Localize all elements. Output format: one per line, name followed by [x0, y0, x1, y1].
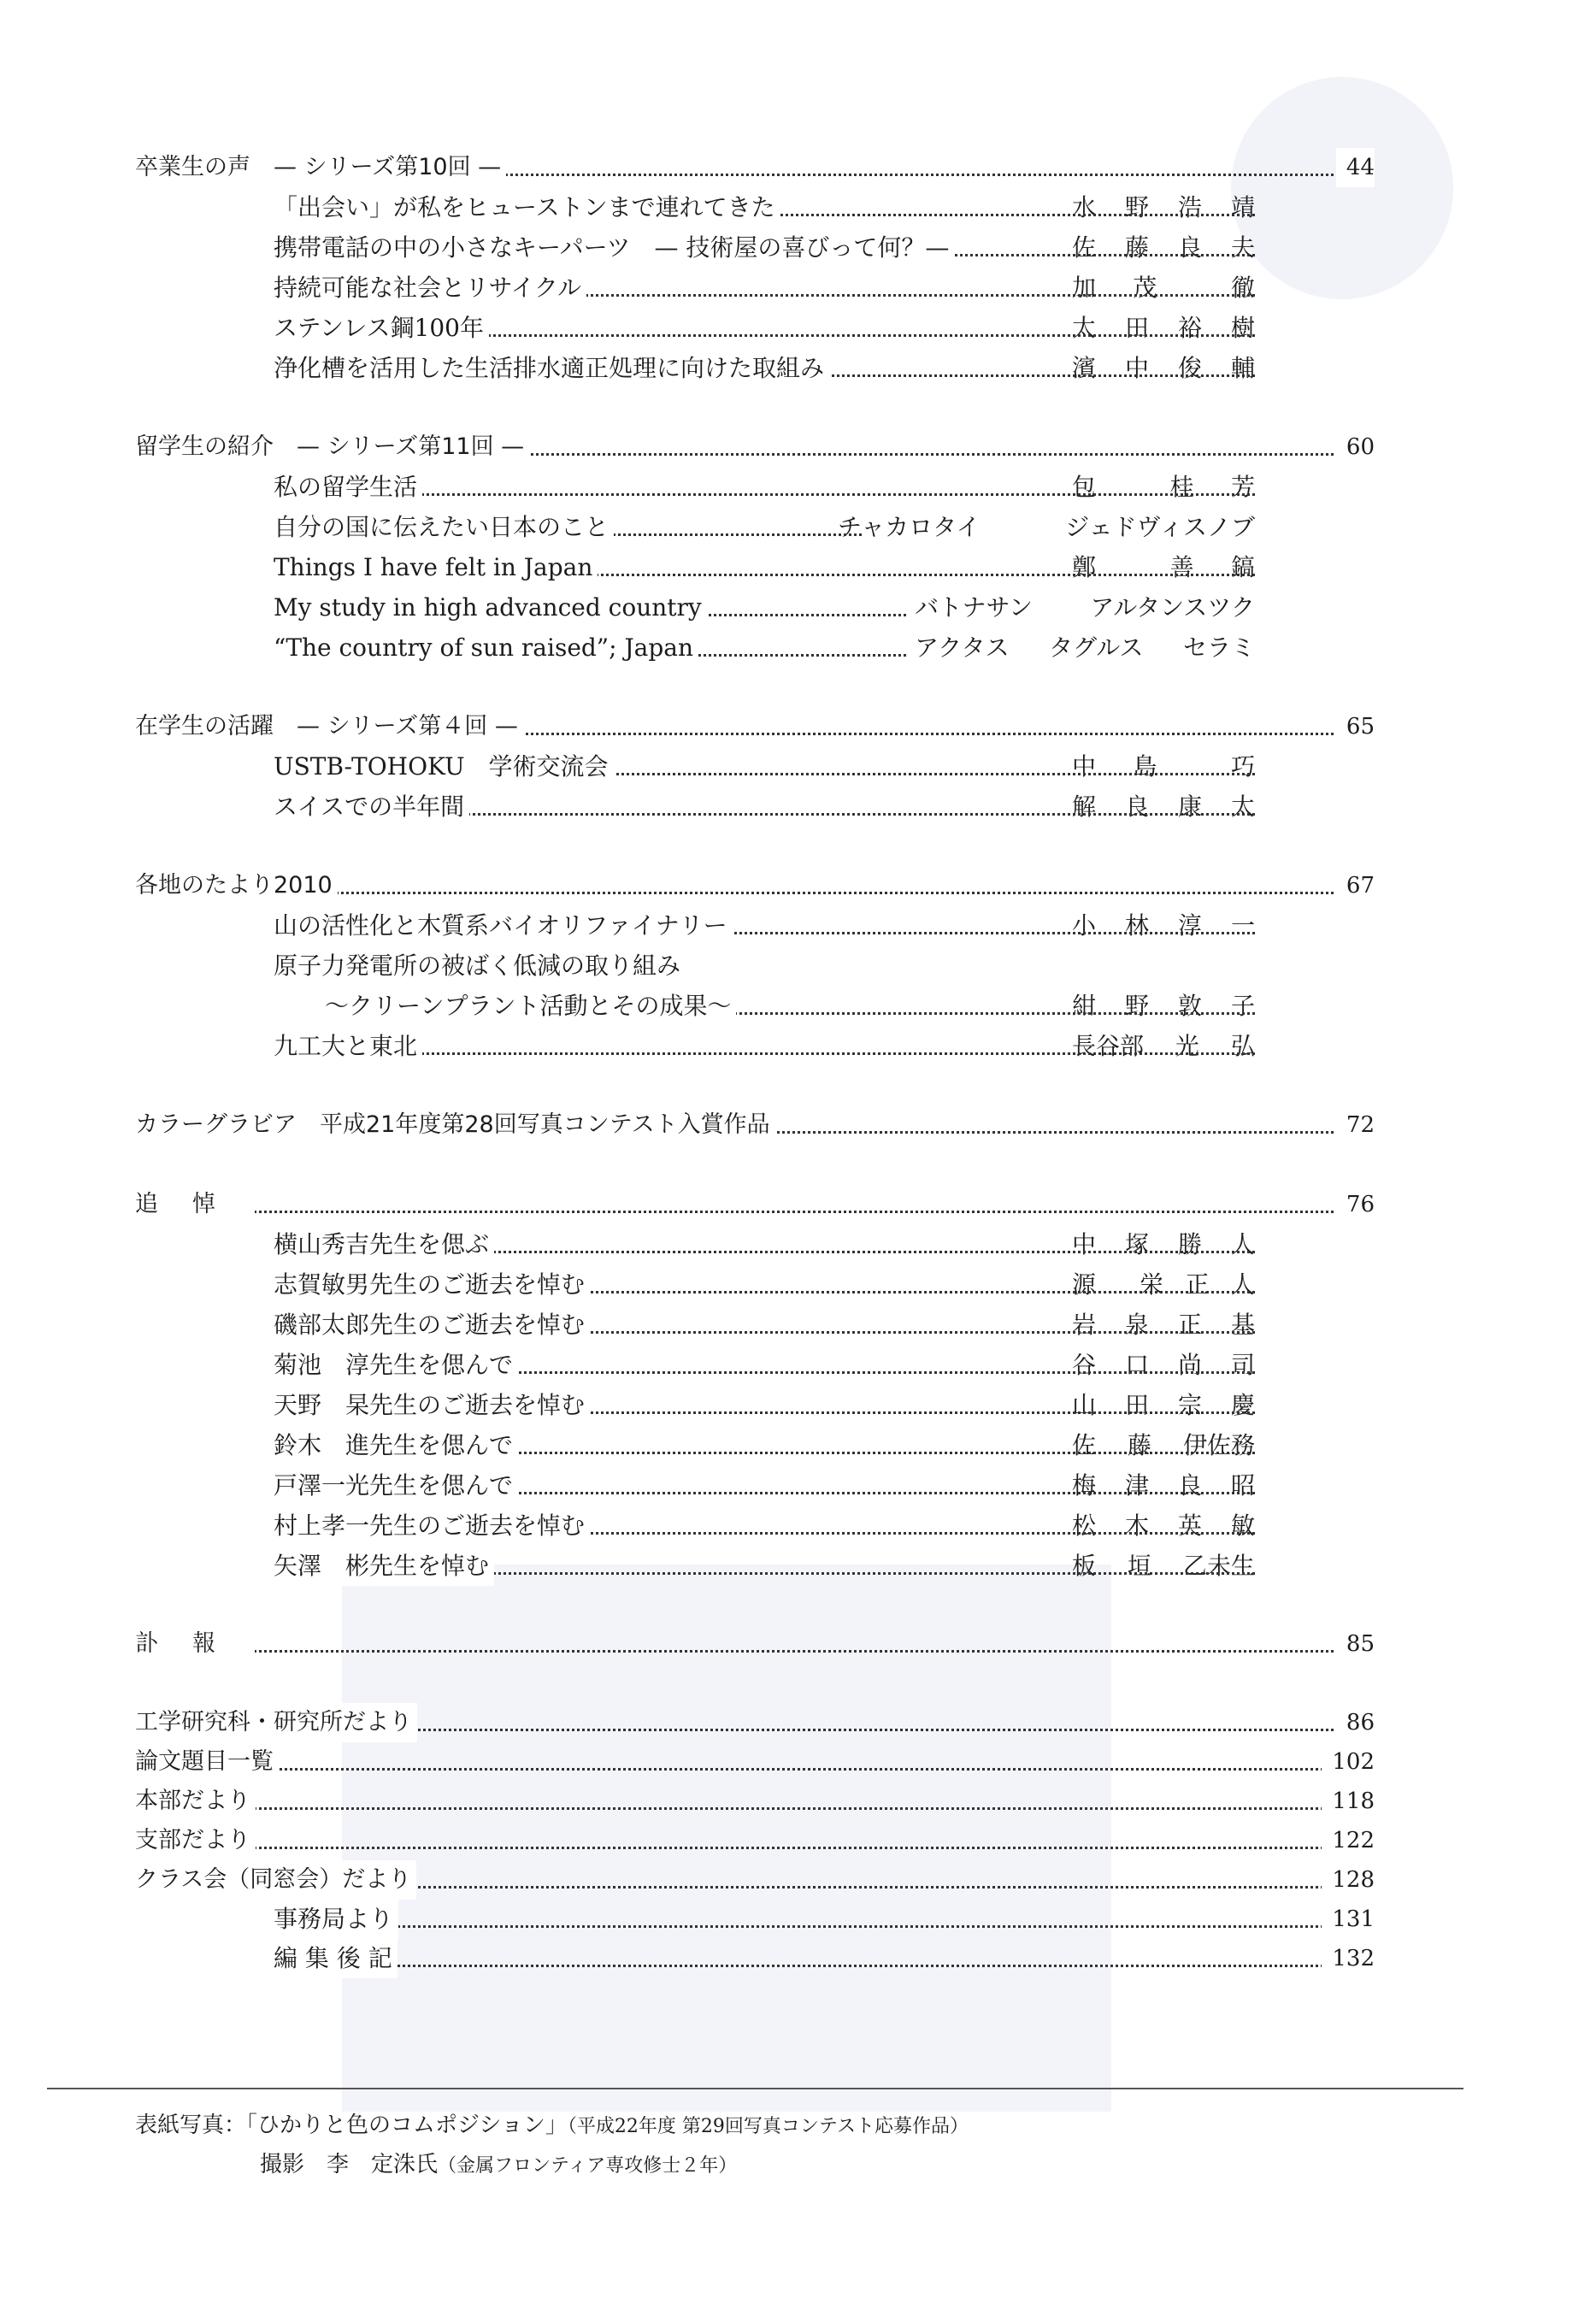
entry-author: 解 良 康 太: [1072, 793, 1255, 821]
entry-author: バトナサン アルタンスツク: [915, 593, 1255, 622]
toc-section-9[interactable]: [135, 1742, 1375, 1782]
entry-title: 磯部太郎先生のご逝去を悼む: [274, 1305, 590, 1345]
page-number: 60: [1336, 427, 1375, 467]
entry-title: 鈴木 進先生を偲んで: [274, 1426, 518, 1465]
cover-credit-name: 撮影 李 定洙氏: [260, 2152, 439, 2177]
toc-section-3[interactable]: [135, 707, 1375, 746]
toc-section-11[interactable]: [135, 1821, 1375, 1860]
entry-author: 山 田 宗 慶: [1072, 1391, 1255, 1419]
toc-entry[interactable]: [274, 588, 906, 628]
toc-section-2[interactable]: [135, 427, 1375, 467]
entry-title: 村上孝一先生のご逝去を悼む: [274, 1506, 590, 1546]
entry-title: 志賀敏男先生のご逝去を悼む: [274, 1265, 590, 1305]
toc-section-13[interactable]: [274, 1900, 1375, 1939]
toc-section-10[interactable]: [135, 1782, 1375, 1821]
entry-title: ステンレス鋼100年: [274, 309, 489, 348]
entry-author: 中 塚 勝 人: [1072, 1230, 1255, 1258]
entry-title: My study in high advanced country: [274, 588, 707, 628]
toc-section-14[interactable]: [274, 1939, 1375, 1978]
page-number: 132: [1322, 1939, 1375, 1978]
entry-author: 太 田 裕 樹: [1072, 314, 1255, 342]
page-number: 67: [1336, 866, 1375, 905]
page-number: 44: [1336, 148, 1375, 187]
section-title: 編 集 後 記: [274, 1939, 398, 1978]
entry-title: 九工大と東北: [274, 1027, 422, 1066]
section-title: 追悼: [135, 1185, 255, 1224]
page-number: 76: [1336, 1185, 1375, 1224]
toc-entry[interactable]: [274, 628, 906, 668]
leader-dots: [135, 1211, 1375, 1213]
page-number: 118: [1322, 1782, 1375, 1821]
entry-title: 原子力発電所の被ばく低減の取り組み: [274, 946, 686, 986]
entry-author: 松 木 英 敏: [1072, 1511, 1255, 1540]
section-title: 留学生の紹介 — シリーズ第11回 —: [135, 427, 529, 467]
section-title: 支部だより: [135, 1821, 256, 1860]
entry-author: 鄭 善 鎬: [1072, 553, 1255, 581]
entry-author: 谷 口 尚 司: [1072, 1351, 1255, 1379]
entry-author: チャカロタイ ジェドヴィスノブ: [838, 513, 1255, 541]
section-title: カラーグラビア 平成21年度第28回写真コンテスト入賞作品: [135, 1105, 775, 1145]
entry-author: 長谷部 光 弘: [1072, 1032, 1255, 1060]
entry-title: ～クリーンプラント活動とその成果～: [325, 987, 736, 1026]
entry-title: 「出会い」が私をヒューストンまで連れてきた: [274, 188, 780, 227]
page-number: 131: [1322, 1900, 1375, 1939]
entry-title: 持続可能な社会とリサイクル: [274, 268, 586, 308]
entry-author: 岩 泉 正 基: [1072, 1311, 1255, 1339]
page-number: 85: [1336, 1624, 1375, 1664]
entry-title: 天野 杲先生のご逝去を悼む: [274, 1386, 590, 1425]
entry-author: 梅 津 良 昭: [1072, 1471, 1255, 1500]
section-title: クラス会（同窓会）だより: [135, 1860, 416, 1900]
page-number: 128: [1322, 1860, 1375, 1900]
entry-title: “The country of sun raised”; Japan: [274, 628, 698, 668]
entry-author: 中 島 巧: [1072, 752, 1255, 781]
entry-author: 板 垣 乙未生: [1072, 1552, 1255, 1580]
entry-author: 佐 藤 伊佐務: [1072, 1431, 1255, 1459]
leader-dots: [135, 1650, 1375, 1653]
section-title: 在学生の活躍 — シリーズ第４回 —: [135, 707, 523, 746]
entry-title: USTB-TOHOKU 学術交流会: [274, 747, 614, 787]
cover-caption-note: （平成22年度 第29回写真コンテスト応募作品）: [567, 2116, 969, 2137]
leader-dots: [274, 1965, 1375, 1967]
leader-dots: [135, 1768, 1375, 1771]
cover-photo-credit: [260, 2147, 737, 2178]
entry-author: 小 林 淳 一: [1072, 911, 1255, 940]
page-number: 86: [1336, 1703, 1375, 1742]
entry-title: 山の活性化と木質系バイオリファイナリー: [274, 906, 733, 946]
entry-title: 横山秀吉先生を偲ぶ: [274, 1225, 494, 1264]
section-title: 事務局より: [274, 1900, 398, 1939]
footer-rule: [47, 2088, 1463, 2089]
section-title: 各地のたより2010: [135, 866, 338, 905]
section-title: 論文題目一覧: [135, 1742, 279, 1782]
entry-title: 浄化槽を活用した生活排水適正処理に向けた取組み: [274, 349, 829, 388]
entry-author: 紺 野 敦 子: [1072, 992, 1255, 1020]
entry-title: Things I have felt in Japan: [274, 548, 598, 587]
toc-section-8[interactable]: [135, 1703, 1375, 1742]
entry-title: 私の留学生活: [274, 468, 422, 507]
entry-author: 佐 藤 良 夫: [1072, 233, 1255, 262]
entry-author: アクタス タグルス セラミ: [915, 633, 1255, 662]
entry-title: 菊池 淳先生を偲んで: [274, 1346, 518, 1385]
entry-title: 自分の国に伝えたい日本のこと: [274, 508, 614, 547]
section-title: 卒業生の声 — シリーズ第10回 —: [135, 148, 506, 187]
cover-caption-title: 表紙写真：「ひかりと色のコムポジション」: [135, 2112, 568, 2138]
toc-section-12[interactable]: [135, 1860, 1375, 1900]
leader-dots: [135, 1847, 1375, 1849]
page-number: 72: [1336, 1105, 1375, 1145]
entry-author: 水 野 浩 靖: [1072, 193, 1255, 221]
toc-entry[interactable]: [274, 508, 862, 547]
entry-title: 矢澤 彬先生を悼む: [274, 1547, 494, 1586]
entry-author: 加 茂 徹: [1072, 274, 1255, 302]
cover-photo-caption: [135, 2107, 969, 2139]
toc-section-6[interactable]: [135, 1185, 1375, 1224]
toc-section-5[interactable]: [135, 1105, 1375, 1145]
entry-author: 包 桂 芳: [1072, 473, 1255, 501]
page-number: 102: [1322, 1742, 1375, 1782]
page-number: 65: [1336, 707, 1375, 746]
toc-section-4[interactable]: [135, 866, 1375, 905]
section-title: 工学研究科・研究所だより: [135, 1703, 417, 1742]
entry-author: 源 栄 正 人: [1072, 1270, 1255, 1299]
entry-title: 戸澤一光先生を偲んで: [274, 1466, 518, 1506]
toc-section-1[interactable]: [135, 148, 1375, 187]
entry-title: 携帯電話の中の小さなキーパーツ — 技術屋の喜びって何？—: [274, 228, 954, 268]
leader-dots: [274, 1925, 1375, 1928]
section-title: 本部だより: [135, 1782, 256, 1821]
entry-title: スイスでの半年間: [274, 787, 469, 827]
page-number: 122: [1322, 1821, 1375, 1860]
cover-credit-note: （金属フロンティア専攻修士２年）: [438, 2155, 738, 2177]
section-title: 訃報: [135, 1624, 255, 1664]
toc-section-7[interactable]: [135, 1624, 1375, 1664]
leader-dots: [135, 1807, 1375, 1810]
entry-author: 濱 中 俊 輔: [1072, 354, 1255, 382]
